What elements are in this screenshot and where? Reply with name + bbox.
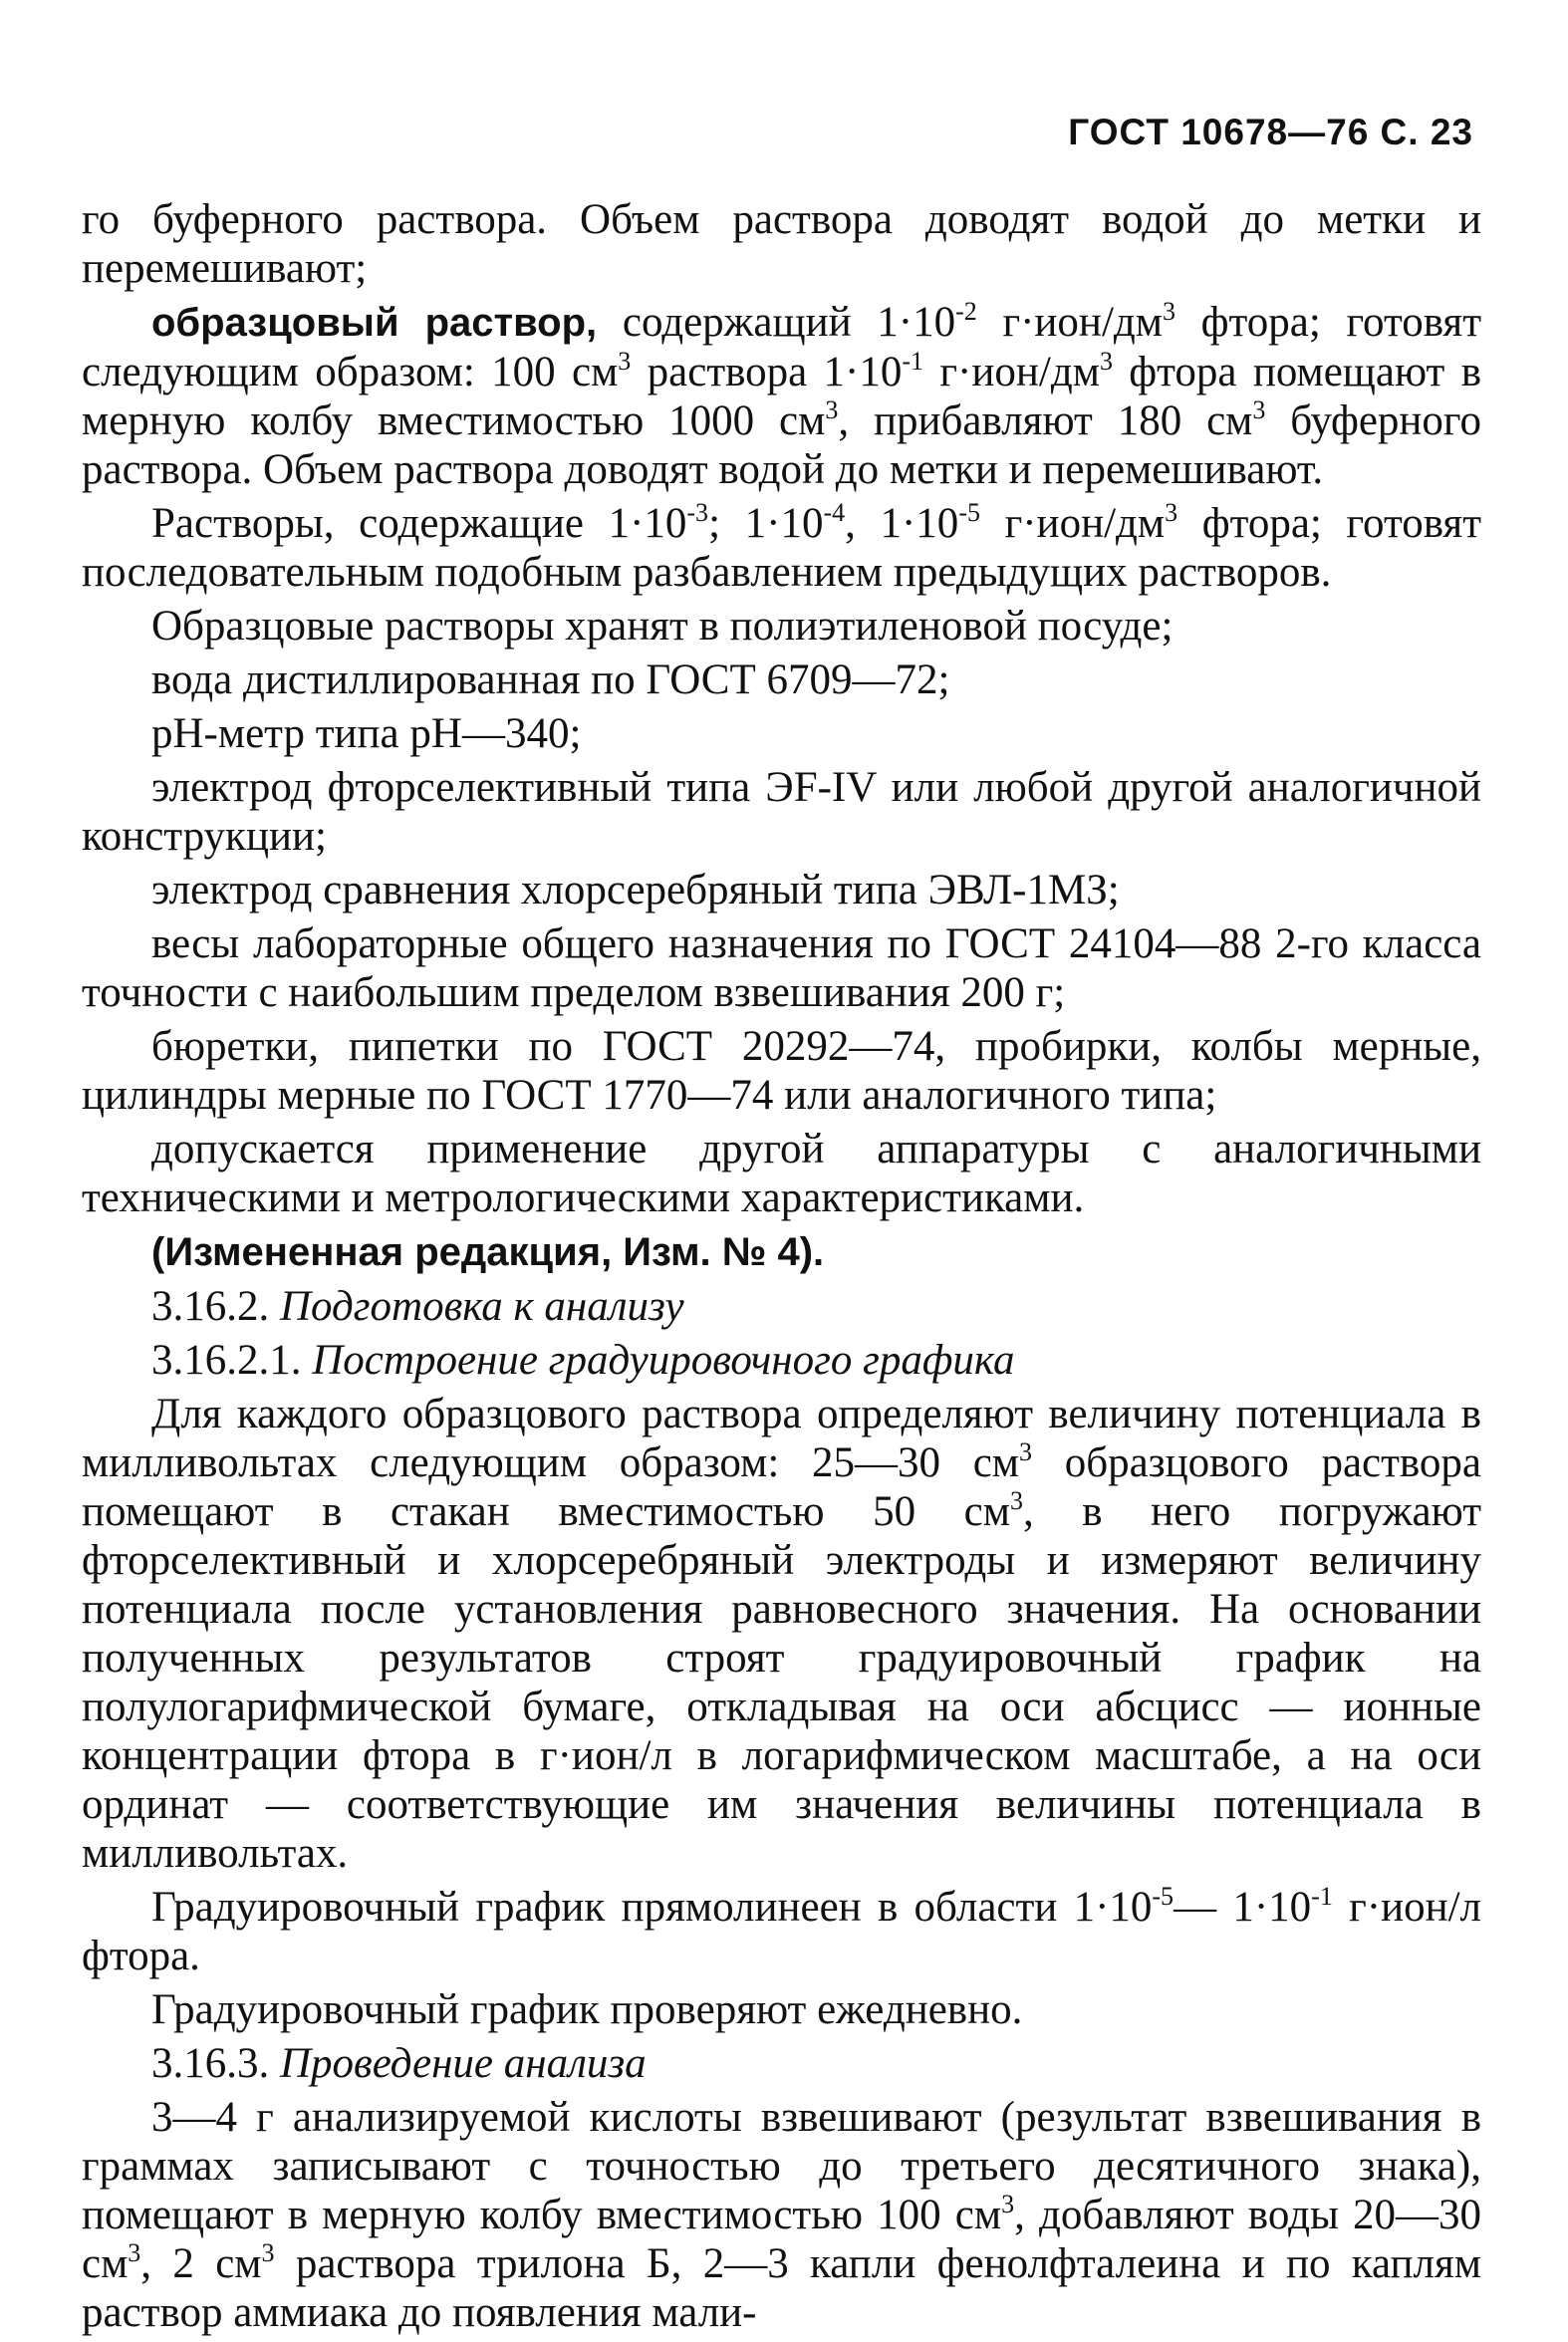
paragraph-daily-check: Градуировочный график проверяют ежедневно.	[151, 1986, 1023, 2033]
paragraph-reference-electrode: электрод сравнения хлорсеребряный типа ЭВЛ-1МЗ;	[151, 867, 1120, 913]
term-label: образцовый раствор,	[151, 301, 598, 345]
paragraph-dilutions: Растворы, содержащие $1\cdot 10^{-3}$; $1\cdot 10^{-4}$, $1\cdot 10^{-5}$ $г\cdot ион/дм^3$ фтора; готовят последовательным подобным разбавлением предыдущих растворов.	[82, 498, 1481, 596]
paragraph-continuation: го буферного раствора. Объем раствора доводят водой до метки и перемешивают;	[82, 196, 1481, 292]
paragraph-electrode: электрод фторселективный типа ЭF-IV или любой другой аналогичной конструкции;	[82, 764, 1481, 860]
paragraph-calibration-procedure: Для каждого образцового раствора определяют величину потенциала в милливольтах следующим образом: 25—30 $см^3$ образцового раствора помещают в стакан вместимостью 50 $см^3$, в него погружают фторселективный и хлорсеребряный электроды и измеряют величину потенциала после установления равновесного значения. На основании полученных результатов строят градуировочный график на полулогарифмической бумаге, откладывая на оси абсцисс — ионные концентрации фтора в г·ион/л в логарифмическом масштабе, а на оси ординат — соответствующие им значения величины потенциала в милливольтах.	[82, 1391, 1482, 1877]
amendment-note: (Измененная редакция, Изм. № 4).	[151, 1230, 825, 1274]
paragraph-ph-meter: pH-метр типа pH—340;	[151, 710, 582, 757]
paragraph-scales: весы лабораторные общего назначения по ГОСТ 24104—88 2-го класса точности с наибольшим пределом взвешивания 200 г;	[82, 920, 1481, 1016]
paragraph-equipment-note: допускается применение другой аппаратуры с аналогичными техническими и метрологическими характеристиками.	[82, 1126, 1481, 1221]
paragraph-glassware: бюретки, пипетки по ГОСТ 20292—74, пробирки, колбы мерные, цилиндры мерные по ГОСТ 1770—74 или аналогичного типа;	[82, 1023, 1481, 1119]
paragraph-storage: Образцовые растворы хранят в полиэтиленовой посуде;	[151, 603, 1174, 650]
section-3-16-3: 3.16.3. Проведение анализа	[151, 2040, 647, 2087]
paragraph-linear-range: Градуировочный график прямолинеен в области $1\cdot 10^{-5}—$ $1\cdot 10^{-1}$ г·ион/л фтора.	[82, 1882, 1482, 1979]
running-head: ГОСТ 10678—76 С. 23	[1068, 112, 1473, 152]
document-body	[82, 195, 1481, 2342]
paragraph-analysis-procedure: 3—4 г анализируемой кислоты взвешивают (результат взвешивания в граммах записывают с точностью до третьего десятичного знака), помещают в мерную колбу вместимостью 100 $см^3$, добавляют воды 20—30 $см^3$, 2 $см^3$ раствора трилона Б, 2—3 капли фенолфталеина и по каплям раствор аммиака до появления мали-	[82, 2094, 1482, 2336]
paragraph-sample-solution: образцовый раствор, содержащий $1\cdot 10^{-2}$ $г\cdot ион/дм^3$ фтора; готовят следующим образом: 100 $см^3$ раствора $1\cdot 10^{-1}$ $г\cdot ион/дм^3$ фтора помещают в мерную колбу вместимостью 1000 $см^3$, прибавляют 180 $см^3$ буферного раствора. Объем раствора доводят водой до метки и перемешивают.	[82, 297, 1482, 493]
section-3-16-2-1: 3.16.2.1. Построение градуировочного графика	[151, 1337, 1015, 1384]
section-3-16-2: 3.16.2. Подготовка к анализу	[151, 1283, 684, 1330]
paragraph-water: вода дистиллированная по ГОСТ 6709—72;	[151, 656, 950, 703]
